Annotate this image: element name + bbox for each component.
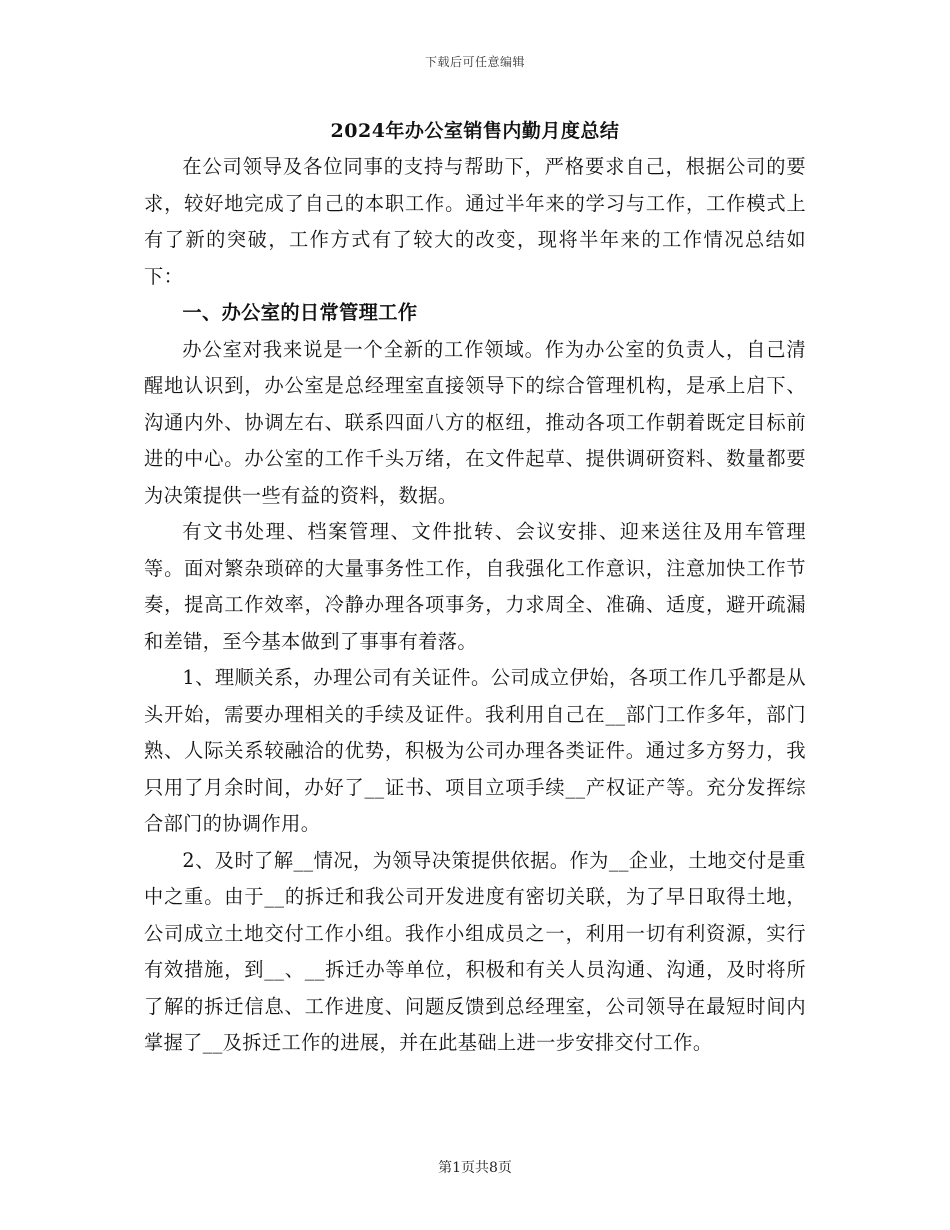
paragraph-item-1-certificates: 1、理顺关系，办理公司有关证件。公司成立伊始，各项工作几乎都是从头开始，需要办理相关的手续及证件。我利用自己在__部门工作多年，部门熟、人际关系较融洽的优势，积极为公司办理各类证件。通过多方努力，我只用了月余时间，办好了__证书、项目立项手续__产权证产等。充分发挥综合部门的协调作用。: [144, 666, 806, 835]
intro-paragraph: 在公司领导及各位同事的支持与帮助下，严格要求自己，根据公司的要求，较好地完成了自己的本职工作。通过半年来的学习与工作，工作模式上有了新的突破，工作方式有了较大的改变，现将半年来的工作情况总结如下：: [144, 155, 806, 288]
page-header-note: 下载后可任意编辑: [424, 55, 525, 69]
section-heading-daily-management: 一、办公室的日常管理工作: [182, 301, 418, 324]
page-number-footer: 第1页共8页: [438, 1160, 512, 1176]
document-title: 2024年办公室销售内勤月度总结: [330, 120, 620, 142]
paragraph-office-tasks: 有文书处理、档案管理、文件批转、会议安排、迎来送往及用车管理等。面对繁杂琐碎的大量事务性工作，自我强化工作意识，注意加快工作节奏，提高工作效率，冷静办理各项事务，力求周全、准确、适度，避开疏漏和差错，至今基本做到了事事有着落。: [144, 520, 806, 653]
document-body: [144, 149, 806, 1062]
paragraph-office-role: 办公室对我来说是一个全新的工作领域。作为办公室的负责人，自己清醒地认识到，办公室是总经理室直接领导下的综合管理机构，是承上启下、沟通内外、协调左右、联系四面八方的枢纽，推动各项工作朝着既定目标前进的中心。办公室的工作千头万绪，在文件起草、提供调研资料、数量都要为决策提供一些有益的资料，数据。: [144, 337, 806, 507]
paragraph-item-2-land-delivery: 2、及时了解__情况，为领导决策提供依据。作为__企业，土地交付是重中之重。由于__的拆迁和我公司开发进度有密切关联，为了早日取得土地，公司成立土地交付工作小组。我作小组成员之一，利用一切有利资源，实行有效措施，到__、__拆迁办等单位，积极和有关人员沟通、沟通，及时将所了解的拆迁信息、工作进度、问题反馈到总经理室，公司领导在最短时间内掌握了__及拆迁工作的进展，并在此基础上进一步安排交付工作。: [144, 848, 806, 1054]
